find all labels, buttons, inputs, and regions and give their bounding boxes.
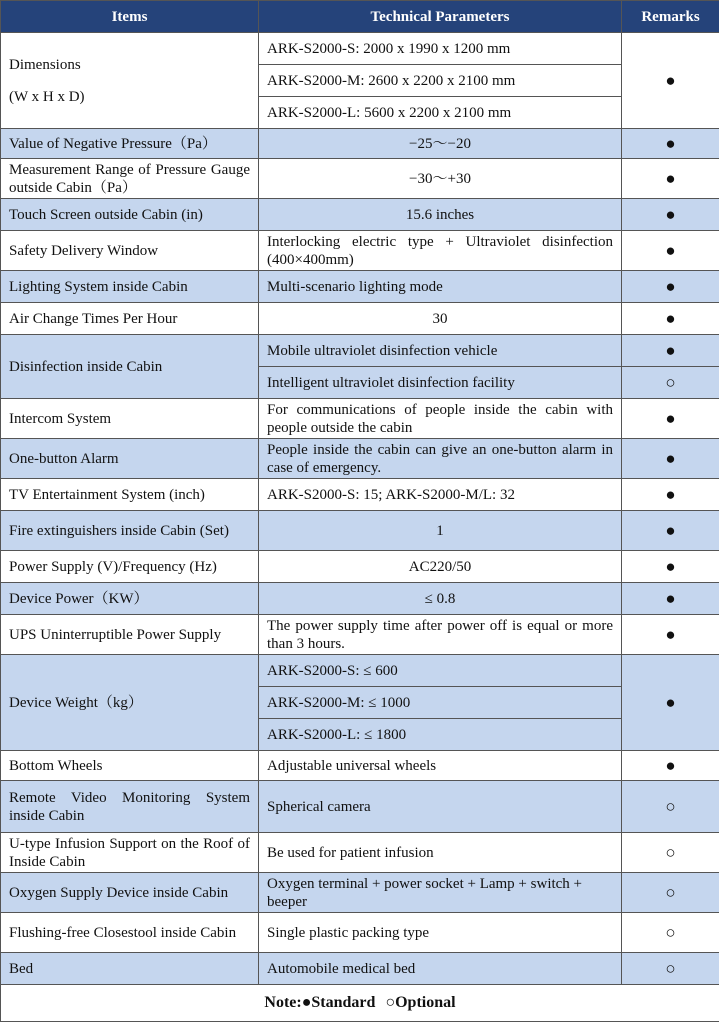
table-row xyxy=(1,655,719,687)
note-cell xyxy=(1,985,719,1022)
value-cell: Be used for patient infusion xyxy=(259,833,622,873)
dimensions-sub: (W x H x D) xyxy=(9,88,85,105)
table-row xyxy=(1,583,719,615)
table-row xyxy=(1,199,719,231)
item-cell: Power Supply (V)/Frequency (Hz) xyxy=(1,551,259,583)
table-row xyxy=(1,615,719,655)
value-cell: Automobile medical bed xyxy=(259,953,622,985)
item-cell: Safety Delivery Window xyxy=(1,231,259,271)
table-row xyxy=(1,953,719,985)
remark-cell: ● xyxy=(622,335,719,367)
item-cell: Disinfection inside Cabin xyxy=(1,335,259,399)
header-remarks: Remarks xyxy=(622,1,719,33)
value-cell: Single plastic packing type xyxy=(259,913,622,953)
remark-cell: ● xyxy=(622,231,719,271)
value-cell: ARK-S2000-S: ≤ 600 xyxy=(259,655,622,687)
value-cell: The power supply time after power off is equal or more than 3 hours. xyxy=(259,615,622,655)
table-row xyxy=(1,231,719,271)
item-cell: TV Entertainment System (inch) xyxy=(1,479,259,511)
value-cell: People inside the cabin can give an one-button alarm in case of emergency. xyxy=(259,439,622,479)
value-cell: Mobile ultraviolet disinfection vehicle xyxy=(259,335,622,367)
note-label: Note: xyxy=(264,994,302,1011)
remark-cell: ● xyxy=(622,511,719,551)
value-cell: ARK-S2000-S: 15; ARK-S2000-M/L: 32 xyxy=(259,479,622,511)
item-cell: Bed xyxy=(1,953,259,985)
table-row xyxy=(1,833,719,873)
value-cell: Spherical camera xyxy=(259,781,622,833)
value-cell: ARK-S2000-L: ≤ 1800 xyxy=(259,719,622,751)
table-row xyxy=(1,129,719,159)
note-row xyxy=(1,985,719,1022)
table-row xyxy=(1,439,719,479)
item-cell xyxy=(1,33,259,129)
value-cell: Intelligent ultraviolet disinfection facility xyxy=(259,367,622,399)
remark-cell: ● xyxy=(622,655,719,751)
remark-cell: ● xyxy=(622,439,719,479)
item-cell: Remote Video Monitoring System inside Cabin xyxy=(1,781,259,833)
table-row xyxy=(1,479,719,511)
standard-icon: ● xyxy=(301,994,312,1011)
value-cell: Multi-scenario lighting mode xyxy=(259,271,622,303)
remark-cell: ● xyxy=(622,551,719,583)
remark-cell: ○ xyxy=(622,367,719,399)
optional-label: Optional xyxy=(395,994,456,1011)
value-cell: Oxygen terminal + power socket + Lamp + switch + beeper xyxy=(259,873,622,913)
item-cell: U-type Infusion Support on the Roof of Inside Cabin xyxy=(1,833,259,873)
value-cell: ≤ 0.8 xyxy=(259,583,622,615)
item-cell: Lighting System inside Cabin xyxy=(1,271,259,303)
table-row xyxy=(1,913,719,953)
remark-cell: ● xyxy=(622,199,719,231)
item-cell: One-button Alarm xyxy=(1,439,259,479)
value-cell: For communications of people inside the cabin with people outside the cabin xyxy=(259,399,622,439)
table-row xyxy=(1,33,719,65)
table-row xyxy=(1,399,719,439)
value-cell: 30 xyxy=(259,303,622,335)
header-items: Items xyxy=(1,1,259,33)
remark-cell: ● xyxy=(622,479,719,511)
remark-cell: ○ xyxy=(622,781,719,833)
table-row xyxy=(1,751,719,781)
value-cell: 15.6 inches xyxy=(259,199,622,231)
item-cell: Bottom Wheels xyxy=(1,751,259,781)
value-cell: Adjustable universal wheels xyxy=(259,751,622,781)
remark-cell: ○ xyxy=(622,833,719,873)
value-cell: −30～+30 xyxy=(259,159,622,199)
remark-cell: ● xyxy=(622,399,719,439)
item-cell: Device Power（KW） xyxy=(1,583,259,615)
header-params: Technical Parameters xyxy=(259,1,622,33)
value-cell: ARK-S2000-M: ≤ 1000 xyxy=(259,687,622,719)
item-cell: Fire extinguishers inside Cabin (Set) xyxy=(1,511,259,551)
value-cell: Interlocking electric type + Ultraviolet disinfection (400×400mm) xyxy=(259,231,622,271)
table-row xyxy=(1,551,719,583)
standard-label: Standard xyxy=(311,994,376,1011)
remark-cell: ● xyxy=(622,129,719,159)
remark-cell: ● xyxy=(622,303,719,335)
item-cell: Flushing-free Closestool inside Cabin xyxy=(1,913,259,953)
table-row xyxy=(1,511,719,551)
item-cell: UPS Uninterruptible Power Supply xyxy=(1,615,259,655)
optional-icon: ○ xyxy=(385,994,396,1011)
item-cell: Oxygen Supply Device inside Cabin xyxy=(1,873,259,913)
item-cell: Intercom System xyxy=(1,399,259,439)
value-cell: AC220/50 xyxy=(259,551,622,583)
value-cell: −25～−20 xyxy=(259,129,622,159)
table-row xyxy=(1,159,719,199)
item-cell: Measurement Range of Pressure Gauge outside Cabin（Pa） xyxy=(1,159,259,199)
dimensions-label: Dimensions xyxy=(9,56,81,73)
table-row xyxy=(1,271,719,303)
value-cell: ARK-S2000-L: 5600 x 2200 x 2100 mm xyxy=(259,97,622,129)
table-row xyxy=(1,335,719,367)
remark-cell: ○ xyxy=(622,953,719,985)
item-cell: Value of Negative Pressure（Pa） xyxy=(1,129,259,159)
remark-cell: ○ xyxy=(622,913,719,953)
remark-cell: ● xyxy=(622,751,719,781)
value-cell: ARK-S2000-S: 2000 x 1990 x 1200 mm xyxy=(259,33,622,65)
header-row xyxy=(1,1,719,33)
item-cell: Touch Screen outside Cabin (in) xyxy=(1,199,259,231)
remark-cell: ● xyxy=(622,159,719,199)
remark-cell: ● xyxy=(622,583,719,615)
remark-cell: ● xyxy=(622,33,719,129)
value-cell: ARK-S2000-M: 2600 x 2200 x 2100 mm xyxy=(259,65,622,97)
remark-cell: ● xyxy=(622,615,719,655)
remark-cell: ● xyxy=(622,271,719,303)
table-row xyxy=(1,781,719,833)
remark-cell: ○ xyxy=(622,873,719,913)
value-cell: 1 xyxy=(259,511,622,551)
table-row xyxy=(1,303,719,335)
item-cell: Air Change Times Per Hour xyxy=(1,303,259,335)
item-cell: Device Weight（kg） xyxy=(1,655,259,751)
table-row xyxy=(1,873,719,913)
